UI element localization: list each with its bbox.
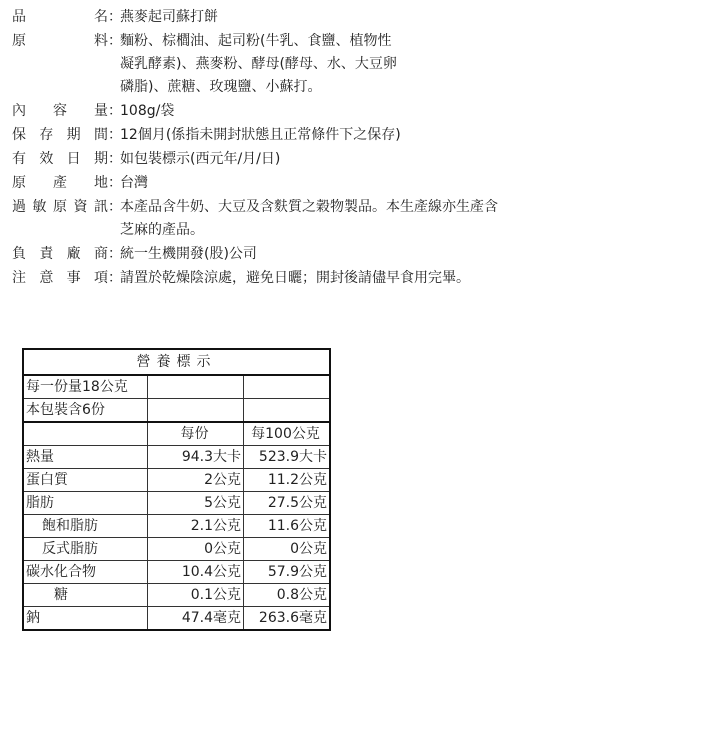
info-value: 麵粉、棕櫚油、起司粉(牛乳、食鹽、植物性 凝乳酵素)、燕麥粉、酵母(酵母、水、大豆卵 磷脂)、蔗糖、玫瑰鹽、小蘇打。 (120, 33, 397, 95)
info-colon: ： (108, 151, 122, 167)
info-value: 燕麥起司蘇打餅 (120, 9, 218, 25)
nutrient-per-100g: 263.6毫克 (258, 610, 327, 626)
nutrition-table (22, 348, 331, 631)
nutrient-per-serving: 0公克 (148, 538, 244, 560)
info-value: 請置於乾燥陰涼處，避免日曬；開封後請儘早食用完畢。 (120, 270, 470, 286)
servings-row (24, 399, 329, 423)
nutrient-name: 熱量 (24, 446, 148, 468)
serving-row (24, 376, 329, 399)
nutrient-per-serving: 47.4毫克 (148, 607, 244, 629)
info-label: 保 存 期 間 (12, 127, 108, 143)
info-value: 如包裝標示(西元年/月/日) (120, 151, 281, 167)
nutrient-per-100g: 11.6公克 (267, 518, 327, 534)
nutrient-name: 飽和脂肪 (24, 515, 148, 537)
nutrient-row (24, 607, 329, 629)
info-label: 負 責 廠 商 (12, 246, 108, 262)
info-row (12, 196, 712, 242)
info-colon: ： (108, 9, 122, 25)
info-label: 過 敏 原 資 訊 (12, 199, 108, 215)
col-per-100g: 每100公克 (251, 426, 320, 442)
info-value: 統一生機開發(股)公司 (120, 246, 257, 262)
nutrient-per-100g: 57.9公克 (267, 564, 327, 580)
nutrient-row (24, 469, 329, 492)
nutrient-name: 糖 (24, 584, 148, 606)
info-colon: ： (108, 246, 122, 262)
info-label: 有 效 日 期 (12, 151, 108, 167)
product-info (12, 6, 712, 291)
info-row (12, 172, 712, 195)
nutrient-row (24, 446, 329, 469)
nutrient-per-serving: 10.4公克 (148, 561, 244, 583)
nutrient-per-100g: 27.5公克 (267, 495, 327, 511)
nutrient-row (24, 492, 329, 515)
nutrient-name: 脂肪 (24, 492, 148, 514)
info-colon: ： (108, 127, 122, 143)
nutrient-name: 蛋白質 (24, 469, 148, 491)
col-per-serving: 每份 (148, 423, 244, 445)
nutrient-name: 鈉 (24, 607, 148, 629)
info-label: 原 產 地 (12, 175, 108, 191)
nutrient-per-serving: 0.1公克 (148, 584, 244, 606)
nutrition-title: 營養標示 (24, 350, 329, 376)
nutrient-per-serving: 2.1公克 (148, 515, 244, 537)
info-value: 台灣 (120, 175, 148, 191)
nutrient-per-100g: 523.9大卡 (258, 449, 327, 465)
info-row (12, 267, 712, 290)
info-row (12, 100, 712, 123)
nutrient-row (24, 515, 329, 538)
info-value: 12個月(係指未開封狀態且正常條件下之保存) (120, 127, 401, 143)
info-colon: ： (108, 33, 122, 49)
info-row (12, 148, 712, 171)
info-label: 注 意 事 項 (12, 270, 108, 286)
nutrient-per-serving: 2公克 (148, 469, 244, 491)
info-row (12, 243, 712, 266)
info-colon: ： (108, 199, 122, 215)
nutrient-row (24, 561, 329, 584)
serving-size: 每一份量18公克 (24, 376, 148, 398)
info-value: 本產品含牛奶、大豆及含麩質之穀物製品。本生產線亦生產含 芝麻的產品。 (120, 199, 498, 238)
info-label: 原 料 (12, 33, 108, 49)
nutrient-per-serving: 5公克 (148, 492, 244, 514)
nutrient-name: 反式脂肪 (24, 538, 148, 560)
info-row (12, 6, 712, 29)
info-row (12, 30, 712, 99)
nutrient-row (24, 538, 329, 561)
servings-per-pack: 本包裝含6份 (24, 399, 148, 421)
info-colon: ： (108, 175, 122, 191)
info-label: 內 容 量 (12, 103, 108, 119)
nutrient-row (24, 584, 329, 607)
nutrient-per-100g: 0.8公克 (276, 587, 327, 603)
info-value: 108g/袋 (120, 103, 175, 119)
info-row (12, 124, 712, 147)
nutrient-per-100g: 11.2公克 (267, 472, 327, 488)
nutrient-per-serving: 94.3大卡 (148, 446, 244, 468)
nutrient-per-100g: 0公克 (290, 541, 327, 557)
header-row (24, 423, 329, 446)
info-label: 品 名 (12, 9, 108, 25)
info-colon: ： (108, 103, 122, 119)
nutrient-name: 碳水化合物 (24, 561, 148, 583)
info-colon: ： (108, 270, 122, 286)
